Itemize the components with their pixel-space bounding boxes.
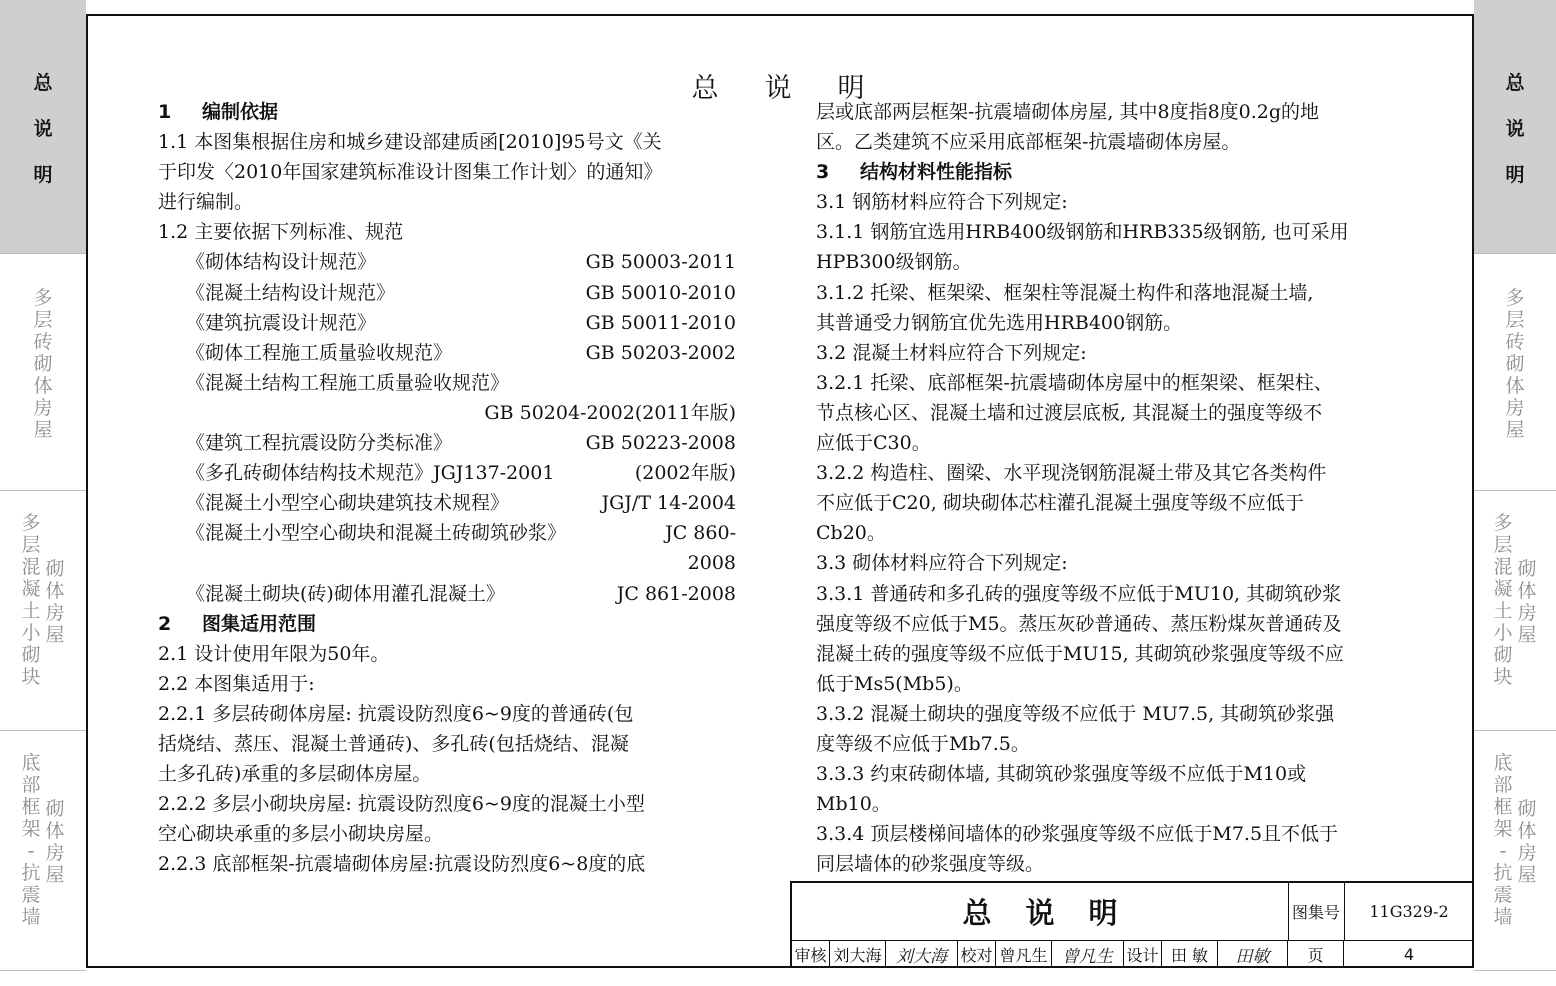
section-tab-2[interactable] xyxy=(0,253,86,491)
standard-name: 《多孔砖砌体结构技术规范》JGJ137-2001 xyxy=(186,462,555,485)
section-tab-label: 总 说 明 xyxy=(1505,72,1525,186)
section-tab-label: 砌 体 房 屋 xyxy=(1517,558,1537,646)
section-heading xyxy=(158,97,736,127)
text-line: 3.1.1 钢筋宜选用HRB400级钢筋和HRB335级钢筋, 也可采用 xyxy=(816,221,1349,244)
heading-number: 2 xyxy=(158,612,172,635)
text-line: Mb10。 xyxy=(816,793,891,816)
text-line: 应低于C30。 xyxy=(816,432,931,455)
text-line: 括烧结、蒸压、混凝土普通砖)、多孔砖(包括烧结、混凝 xyxy=(158,732,629,755)
section-tab-label: 底 部 框 架 - 抗 震 墙 xyxy=(21,752,41,928)
right-text-column xyxy=(816,97,1416,879)
text-line: 不应低于C20, 砌块砌体芯柱灌孔混凝土强度等级不应低于 xyxy=(816,492,1304,515)
text-line: 同层墙体的砂浆强度等级。 xyxy=(816,853,1045,876)
section-tab-4[interactable] xyxy=(0,730,86,971)
page-label: 页 xyxy=(1288,941,1344,968)
review-label: 审核 xyxy=(792,941,830,968)
right-section-tabs xyxy=(1474,0,1556,986)
section-tab-3[interactable] xyxy=(0,490,86,731)
text-line: 度等级不应低于Mb7.5。 xyxy=(816,732,1030,755)
text-line: 于印发〈2010年国家建筑标准设计图集工作计划〉的通知》 xyxy=(158,161,663,184)
text-line: 其普通受力钢筋宜优先选用HRB400钢筋。 xyxy=(816,311,1183,334)
text-line: 3.3.1 普通砖和多孔砖的强度等级不应低于MU10, 其砌筑砂浆 xyxy=(816,582,1342,605)
section-tab-label: 砌 体 房 屋 xyxy=(45,558,65,646)
reviewer-signature: 刘大海 xyxy=(886,941,958,968)
standard-code: GB 50010-2010 xyxy=(585,281,736,304)
checker-name: 曾凡生 xyxy=(996,941,1052,968)
standard-code-continued: 2008 xyxy=(687,552,736,575)
reviewer-name: 刘大海 xyxy=(830,941,886,968)
signature-row xyxy=(792,941,1474,968)
text-line: 2.2.1 多层砖砌体房屋: 抗震设防烈度6~9度的普通砖(包 xyxy=(158,702,634,725)
standard-code: GB 50003-2011 xyxy=(585,251,736,274)
text-line: 3.3.2 混凝土砌块的强度等级不应低于 MU7.5, 其砌筑砂浆强 xyxy=(816,702,1335,725)
text-line: 3.2.2 构造柱、圈梁、水平现浇钢筋混凝土带及其它各类构件 xyxy=(816,462,1327,485)
heading-text: 图集适用范围 xyxy=(202,612,317,635)
text-line: Cb20。 xyxy=(816,522,886,545)
section-tab-label: 砌 体 房 屋 xyxy=(1517,798,1537,886)
section-tab-4[interactable] xyxy=(1474,730,1556,971)
check-label: 校对 xyxy=(958,941,996,968)
standard-reference xyxy=(158,488,736,518)
text-line: 3.1 钢筋材料应符合下列规定: xyxy=(816,191,1068,214)
section-tab-2[interactable] xyxy=(1474,253,1556,491)
heading-text: 编制依据 xyxy=(202,101,279,123)
section-heading xyxy=(158,609,736,639)
standard-name: 《建筑抗震设计规范》 xyxy=(186,311,377,334)
standard-name: 《混凝土砌块(砖)砌体用灌孔混凝土》 xyxy=(186,582,505,605)
atlas-number-label: 图集号 xyxy=(1288,883,1345,940)
text-line: 土多孔砖)承重的多层砌体房屋。 xyxy=(158,763,432,786)
section-tab-1[interactable] xyxy=(0,0,86,254)
page-title: 总说明 xyxy=(691,73,911,104)
standard-reference xyxy=(158,278,736,308)
standard-code-continued: GB 50204-2002(2011年版) xyxy=(484,401,736,424)
standard-code: GB 50011-2010 xyxy=(585,311,736,334)
standard-name: 《砌体结构设计规范》 xyxy=(186,251,377,274)
text-line: 2.2.2 多层小砌块房屋: 抗震设防烈度6~9度的混凝土小型 xyxy=(158,793,645,816)
section-tab-1[interactable] xyxy=(1474,0,1556,254)
standard-reference xyxy=(158,247,736,277)
standard-reference xyxy=(158,338,736,368)
section-tab-label: 多 层 砖 砌 体 房 屋 xyxy=(33,287,53,441)
standard-code: JC 860- xyxy=(665,522,736,545)
standard-reference xyxy=(158,428,736,458)
text-line: 2.2.3 底部框架-抗震墙砌体房屋:抗震设防烈度6~8度的底 xyxy=(158,853,646,876)
atlas-number: 11G329-2 xyxy=(1369,902,1449,921)
standard-code: JC 861-2008 xyxy=(616,582,736,605)
text-line: 2.2 本图集适用于: xyxy=(158,672,315,695)
checker-signature: 曾凡生 xyxy=(1052,941,1124,968)
section-tab-label: 总 说 明 xyxy=(33,72,53,186)
title-block xyxy=(790,881,1474,968)
standard-code: (2002年版) xyxy=(634,462,736,485)
text-line: 3.1.2 托梁、框架梁、框架柱等混凝土构件和落地混凝土墙, xyxy=(816,281,1314,304)
text-line: 进行编制。 xyxy=(158,191,254,214)
design-label: 设计 xyxy=(1124,941,1162,968)
text-line: 3.3 砌体材料应符合下列规定: xyxy=(816,552,1068,575)
standard-reference xyxy=(158,458,736,488)
text-line: 低于Ms5(Mb5)。 xyxy=(816,672,973,695)
text-line: 层或底部两层框架-抗震墙砌体房屋, 其中8度指8度0.2g的地 xyxy=(816,101,1320,123)
section-heading xyxy=(816,157,1416,187)
standard-name: 《混凝土小型空心砌块建筑技术规程》 xyxy=(186,492,510,515)
text-line: 空心砌块承重的多层小砌块房屋。 xyxy=(158,823,444,846)
standard-code: GB 50223-2008 xyxy=(585,432,736,455)
standard-name: 《混凝土小型空心砌块和混凝土砖砌筑砂浆》 xyxy=(186,522,567,545)
standard-name: 《建筑工程抗震设防分类标准》 xyxy=(186,432,453,455)
section-tab-label: 多 层 砖 砌 体 房 屋 xyxy=(1505,287,1525,441)
standard-reference xyxy=(158,308,736,338)
text-line: 3.2 混凝土材料应符合下列规定: xyxy=(816,341,1087,364)
standard-reference xyxy=(158,368,736,398)
standard-reference xyxy=(158,518,736,548)
standard-name: 《砌体工程施工质量验收规范》 xyxy=(186,341,453,364)
left-section-tabs xyxy=(0,0,86,986)
page-number: 4 xyxy=(1403,945,1415,964)
standard-reference xyxy=(158,579,736,609)
text-line: 1.1 本图集根据住房和城乡建设部建质函[2010]95号文《关 xyxy=(158,131,662,154)
text-line: HPB300级钢筋。 xyxy=(816,251,972,274)
standard-name: 《混凝土结构设计规范》 xyxy=(186,281,396,304)
text-line: 区。乙类建筑不应采用底部框架-抗震墙砌体房屋。 xyxy=(816,131,1241,154)
standard-code: JGJ/T 14-2004 xyxy=(601,492,736,515)
text-line: 3.3.4 顶层楼梯间墙体的砂浆强度等级不应低于M7.5且不低于 xyxy=(816,823,1339,846)
text-line: 节点核心区、混凝土墙和过渡层底板, 其混凝土的强度等级不 xyxy=(816,401,1323,424)
text-line: 2.1 设计使用年限为50年。 xyxy=(158,642,390,665)
designer-name: 田 敏 xyxy=(1162,941,1218,968)
heading-number: 3 xyxy=(816,161,830,184)
section-tab-label: 多 层 混 凝 土 小 砌 块 xyxy=(21,512,41,688)
left-text-column xyxy=(158,97,736,879)
standard-code: GB 50203-2002 xyxy=(585,341,736,364)
section-tab-label: 多 层 混 凝 土 小 砌 块 xyxy=(1493,512,1513,688)
section-tab-label: 底 部 框 架 - 抗 震 墙 xyxy=(1493,752,1513,928)
designer-signature: 田敏 xyxy=(1218,941,1288,968)
heading-text: 结构材料性能指标 xyxy=(860,161,1013,184)
heading-number: 1 xyxy=(158,101,172,123)
text-line: 3.3.3 约束砖砌体墙, 其砌筑砂浆强度等级不应低于M10或 xyxy=(816,763,1307,786)
title-block-name: 总说明 xyxy=(792,883,1289,940)
text-line: 3.2.1 托梁、底部框架-抗震墙砌体房屋中的框架梁、框架柱、 xyxy=(816,371,1333,394)
section-tab-3[interactable] xyxy=(1474,490,1556,731)
text-line: 混凝土砖的强度等级不应低于MU15, 其砌筑砂浆强度等级不应 xyxy=(816,642,1344,665)
section-tab-label: 砌 体 房 屋 xyxy=(45,798,65,886)
text-line: 1.2 主要依据下列标准、规范 xyxy=(158,221,404,244)
standard-name: 《混凝土结构工程施工质量验收规范》 xyxy=(186,371,510,394)
text-line: 强度等级不应低于M5。蒸压灰砂普通砖、蒸压粉煤灰普通砖及 xyxy=(816,612,1342,635)
